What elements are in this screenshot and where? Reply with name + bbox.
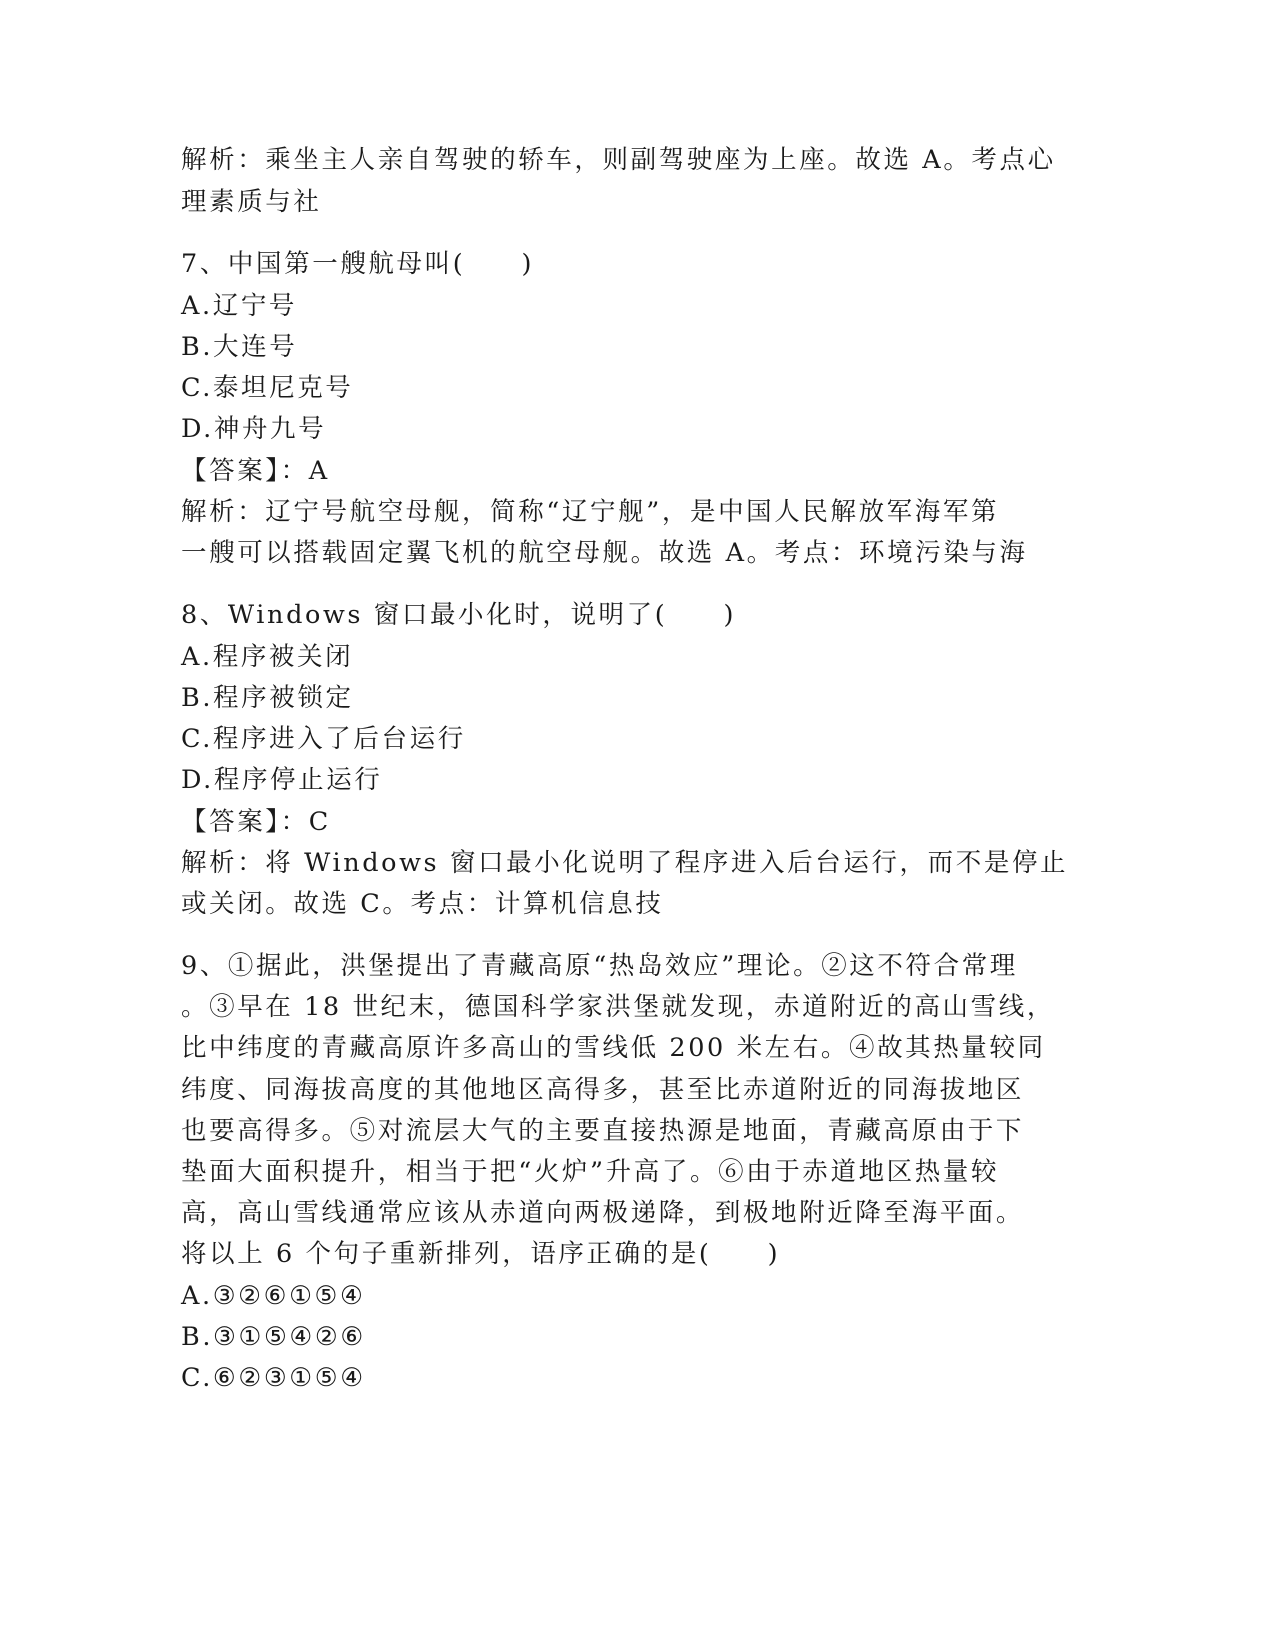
question-8-analysis-line: 解析：将 Windows 窗口最小化说明了程序进入后台运行，而不是停止 (181, 848, 1069, 878)
question-9-stem-line: 9、①据此，洪堡提出了青藏高原“热岛效应”理论。②这不符合常理 (181, 951, 1018, 981)
question-9-option-b: B.③①⑤④②⑥ (181, 1322, 366, 1352)
question-9-stem-line: 高，高山雪线通常应该从赤道向两极递降，到极地附近降至海平面。 (181, 1198, 1025, 1228)
question-7-option-c: C.泰坦尼克号 (181, 373, 354, 403)
question-9-stem-line: 也要高得多。⑤对流层大气的主要直接热源是地面，青藏高原由于下 (181, 1116, 1025, 1146)
question-9-stem-line: 将以上 6 个句子重新排列，语序正确的是( ) (181, 1239, 781, 1269)
question-9-option-a: A.③②⑥①⑤④ (181, 1281, 366, 1311)
question-7-analysis-line: 一艘可以搭载固定翼飞机的航空母舰。故选 A。考点：环境污染与海 (181, 538, 1028, 568)
question-8-option-b: B.程序被锁定 (181, 683, 354, 713)
question-9-stem-line: 。③早在 18 世纪末，德国科学家洪堡就发现，赤道附近的高山雪线， (181, 992, 1055, 1022)
question-9-option-c: C.⑥②③①⑤④ (181, 1363, 366, 1393)
question-8-analysis-line: 或关闭。故选 C。考点：计算机信息技 (181, 889, 664, 919)
question-8-option-a: A.程序被关闭 (181, 642, 354, 672)
question-9-stem-line: 纬度、同海拔高度的其他地区高得多，甚至比赤道附近的同海拔地区 (181, 1075, 1025, 1105)
question-7-option-b: B.大连号 (181, 332, 298, 362)
question-7-option-a: A.辽宁号 (181, 291, 298, 321)
question-8-option-d: D.程序停止运行 (181, 765, 383, 795)
question-7-stem: 7、中国第一艘航母叫( ) (181, 249, 535, 279)
question-8-answer: 【答案】：C (181, 807, 331, 837)
question-8-stem: 8、Windows 窗口最小化时，说明了( ) (181, 600, 737, 630)
analysis-line: 解析：乘坐主人亲自驾驶的轿车，则副驾驶座为上座。故选 A。考点心 (181, 145, 1056, 175)
question-7-option-d: D.神舟九号 (181, 414, 327, 444)
question-9-stem-line: 比中纬度的青藏高原许多高山的雪线低 200 米左右。④故其热量较同 (181, 1033, 1046, 1063)
question-8-option-c: C.程序进入了后台运行 (181, 724, 466, 754)
question-7-answer: 【答案】：A (181, 456, 330, 486)
question-9-stem-line: 垫面大面积提升，相当于把“火炉”升高了。⑥由于赤道地区热量较 (181, 1157, 1000, 1187)
question-7-analysis-line: 解析：辽宁号航空母舰，简称“辽宁舰”，是中国人民解放军海军第 (181, 497, 1000, 527)
analysis-line: 理素质与社 (181, 187, 322, 217)
